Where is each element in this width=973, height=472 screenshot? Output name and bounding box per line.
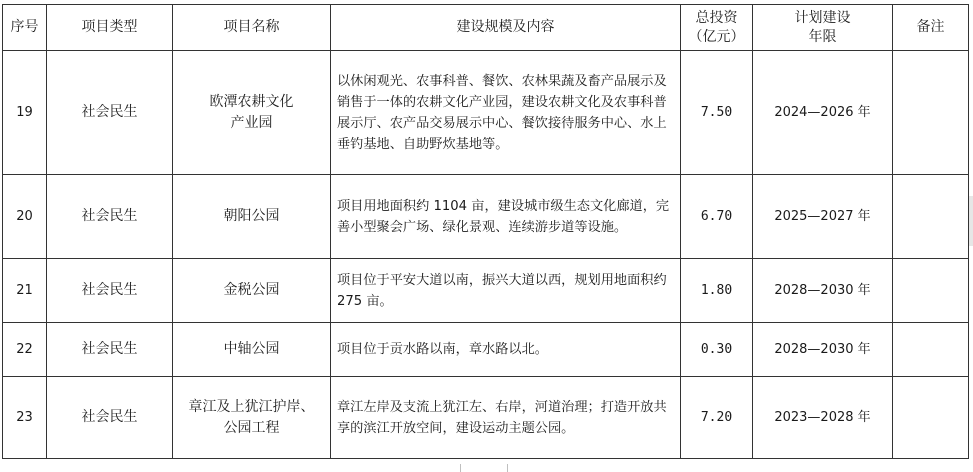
row-content: 项目用地面积约 1104 亩，建设城市级生态文化廊道，完善小型聚会广场、绿化景观、连续游步道等设施。 xyxy=(331,175,681,259)
row-index: 23 xyxy=(3,377,47,459)
row-type: 社会民生 xyxy=(47,377,173,459)
row-name-line1: 中轴公园 xyxy=(223,341,280,357)
page-edge-shadow xyxy=(969,196,973,246)
row-name-line2: 公园工程 xyxy=(223,419,280,436)
row-content: 项目位于贡水路以南，章水路以北。 xyxy=(331,323,681,377)
row-remark xyxy=(893,175,969,259)
row-remark xyxy=(893,259,969,323)
row-name-line1: 章江及上犹江护岸、 xyxy=(188,398,315,415)
row-index: 20 xyxy=(3,175,47,259)
header-name: 项目名称 xyxy=(173,5,331,51)
table-header-row xyxy=(3,5,969,51)
row-name xyxy=(173,259,331,323)
header-period-line2: 年限 xyxy=(808,28,837,45)
row-index: 19 xyxy=(3,51,47,175)
row-investment: 6.70 xyxy=(681,175,753,259)
row-name-line1: 金税公园 xyxy=(223,282,280,298)
header-investment-line2: （亿元） xyxy=(688,28,745,45)
header-content: 建设规模及内容 xyxy=(331,5,681,51)
table-row xyxy=(3,175,969,259)
row-content: 项目位于平安大道以南，振兴大道以西，规划用地面积约 275 亩。 xyxy=(331,259,681,323)
row-content: 章江左岸及支流上犹江左、右岸，河道治理；打造开放共享的滨江开放空间，建设运动主题公园。 xyxy=(331,377,681,459)
row-name xyxy=(173,175,331,259)
header-investment xyxy=(681,5,753,51)
row-type: 社会民生 xyxy=(47,175,173,259)
row-name-line1: 欧潭农耕文化 xyxy=(209,93,294,110)
row-name xyxy=(173,377,331,459)
table-row xyxy=(3,323,969,377)
row-period: 2023—2028 年 xyxy=(753,377,893,459)
row-remark xyxy=(893,323,969,377)
row-investment: 0.30 xyxy=(681,323,753,377)
header-period-line1: 计划建设 xyxy=(794,9,851,26)
header-remark: 备注 xyxy=(893,5,969,51)
row-name xyxy=(173,323,331,377)
row-period: 2028—2030 年 xyxy=(753,259,893,323)
row-type: 社会民生 xyxy=(47,259,173,323)
header-index: 序号 xyxy=(3,5,47,51)
table-row xyxy=(3,259,969,323)
project-table xyxy=(2,4,969,459)
row-content: 以休闲观光、农事科普、餐饮、农林果蔬及畜产品展示及销售于一体的农耕文化产业园，建设农耕文化及农事科普展示厅、农产品交易展示中心、餐饮接待服务中心、水上垂钓基地、自助野炊基地等。 xyxy=(331,51,681,175)
row-period: 2024—2026 年 xyxy=(753,51,893,175)
row-name xyxy=(173,51,331,175)
row-type: 社会民生 xyxy=(47,323,173,377)
row-investment: 7.20 xyxy=(681,377,753,459)
header-period xyxy=(753,5,893,51)
row-remark xyxy=(893,51,969,175)
row-type: 社会民生 xyxy=(47,51,173,175)
row-remark xyxy=(893,377,969,459)
row-period: 2025—2027 年 xyxy=(753,175,893,259)
table-row xyxy=(3,51,969,175)
header-type: 项目类型 xyxy=(47,5,173,51)
header-investment-line1: 总投资 xyxy=(695,9,738,26)
row-investment: 7.50 xyxy=(681,51,753,175)
row-name-line1: 朝阳公园 xyxy=(223,208,280,224)
row-name-line2: 产业园 xyxy=(230,114,273,131)
row-period: 2028—2030 年 xyxy=(753,323,893,377)
table-row xyxy=(3,377,969,459)
row-index: 21 xyxy=(3,259,47,323)
row-index: 22 xyxy=(3,323,47,377)
row-investment: 1.80 xyxy=(681,259,753,323)
